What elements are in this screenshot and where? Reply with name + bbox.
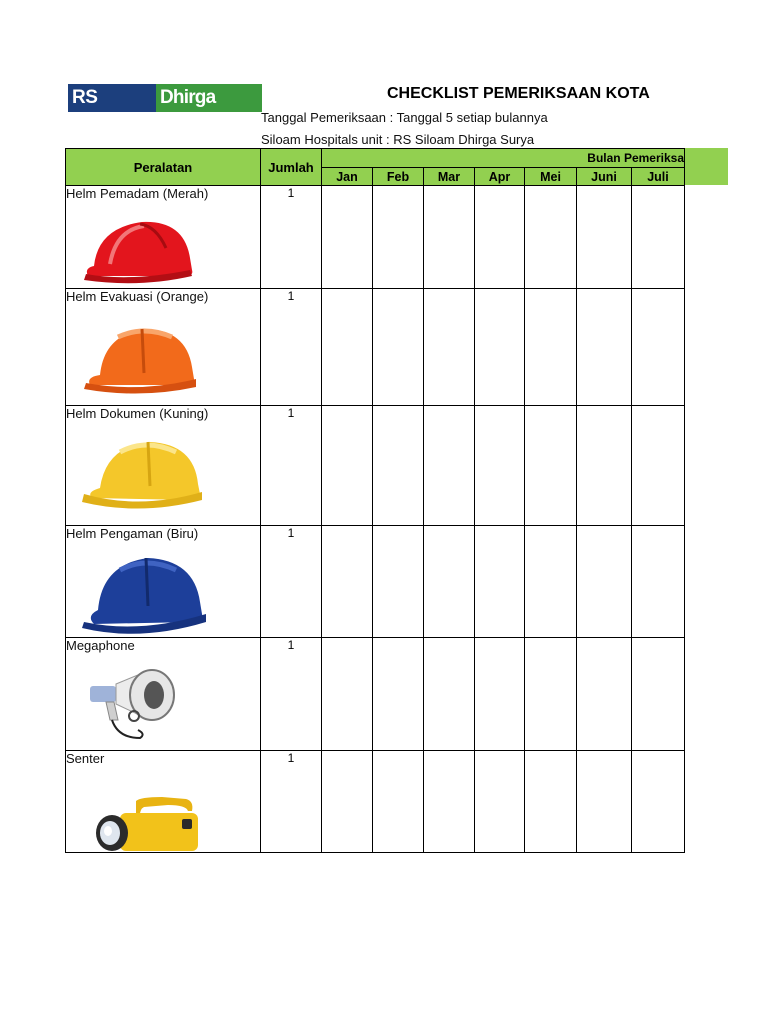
check-cell[interactable] [525,406,577,526]
table-row [66,406,685,526]
yellow-helmet-icon [80,430,210,510]
check-cell[interactable] [577,186,632,289]
equipment-cell [66,638,261,751]
equipment-cell [66,751,261,853]
equipment-cell [66,406,261,526]
quantity-cell: 1 [261,406,322,526]
check-cell[interactable] [424,638,475,751]
quantity-cell: 1 [261,186,322,289]
quantity-cell: 1 [261,638,322,751]
check-cell[interactable] [475,406,525,526]
check-cell[interactable] [373,289,424,406]
table-row [66,638,685,751]
check-cell[interactable] [632,406,685,526]
equipment-cell [66,186,261,289]
check-cell[interactable] [632,186,685,289]
month-header: Apr [475,168,525,186]
quantity-cell: 1 [261,751,322,853]
page-title: CHECKLIST PEMERIKSAAN KOTA [387,85,650,102]
check-cell[interactable] [424,406,475,526]
table-row [66,751,685,853]
check-cell[interactable] [322,186,373,289]
check-cell[interactable] [373,186,424,289]
month-header: Juli [632,168,685,186]
check-cell[interactable] [525,638,577,751]
month-header: Juni [577,168,632,186]
equipment-name: Helm Evakuasi (Orange) [66,289,209,304]
equipment-name: Helm Pengaman (Biru) [66,526,199,541]
check-cell[interactable] [577,638,632,751]
equipment-name: Megaphone [66,638,135,653]
megaphone-icon [88,664,180,744]
check-cell[interactable] [632,526,685,638]
check-cell[interactable] [424,186,475,289]
equipment-cell [66,526,261,638]
check-cell[interactable] [373,526,424,638]
logo-dhirga-text: Dhirga Surya [156,84,262,112]
column-header-quantity: Jumlah [261,149,322,186]
equipment-name: Helm Dokumen (Kuning) [66,406,209,421]
inspection-date-line: Tanggal Pemeriksaan : Tanggal 5 setiap bulannya [261,110,548,125]
month-header: Feb [373,168,424,186]
hospital-unit-line: Siloam Hospitals unit : RS Siloam Dhirga Surya [261,132,535,147]
check-cell[interactable] [577,751,632,853]
check-cell[interactable] [632,289,685,406]
logo-rs-text: RS Siloam [68,84,156,112]
logo [68,84,262,136]
check-cell[interactable] [475,751,525,853]
checklist-table [65,148,685,853]
column-header-equipment: Peralatan [66,149,261,186]
check-cell[interactable] [525,289,577,406]
check-cell[interactable] [475,526,525,638]
check-cell[interactable] [373,638,424,751]
table-row [66,526,685,638]
blue-helmet-icon [80,546,212,634]
check-cell[interactable] [525,526,577,638]
equipment-cell [66,289,261,406]
orange-helmet-icon [80,315,204,395]
check-cell[interactable] [475,638,525,751]
quantity-cell: 1 [261,526,322,638]
check-cell[interactable] [525,751,577,853]
red-helmet-icon [80,208,200,286]
check-cell[interactable] [577,526,632,638]
check-cell[interactable] [322,289,373,406]
check-cell[interactable] [475,289,525,406]
check-cell[interactable] [322,406,373,526]
equipment-name: Senter [66,751,105,766]
check-cell[interactable] [577,289,632,406]
check-cell[interactable] [525,186,577,289]
column-header-month-group: Bulan Pemeriksa [322,149,685,168]
month-header: Jan [322,168,373,186]
check-cell[interactable] [632,638,685,751]
check-cell[interactable] [424,526,475,638]
month-header: Mar [424,168,475,186]
flashlight-icon [96,797,202,851]
check-cell[interactable] [322,751,373,853]
check-cell[interactable] [322,638,373,751]
check-cell[interactable] [632,751,685,853]
check-cell[interactable] [322,526,373,638]
check-cell[interactable] [373,751,424,853]
equipment-name: Helm Pemadam (Merah) [66,186,209,201]
quantity-cell: 1 [261,289,322,406]
table-row [66,186,685,289]
check-cell[interactable] [424,289,475,406]
table-row [66,289,685,406]
month-header: Mei [525,168,577,186]
check-cell[interactable] [373,406,424,526]
check-cell[interactable] [577,406,632,526]
check-cell[interactable] [424,751,475,853]
check-cell[interactable] [475,186,525,289]
